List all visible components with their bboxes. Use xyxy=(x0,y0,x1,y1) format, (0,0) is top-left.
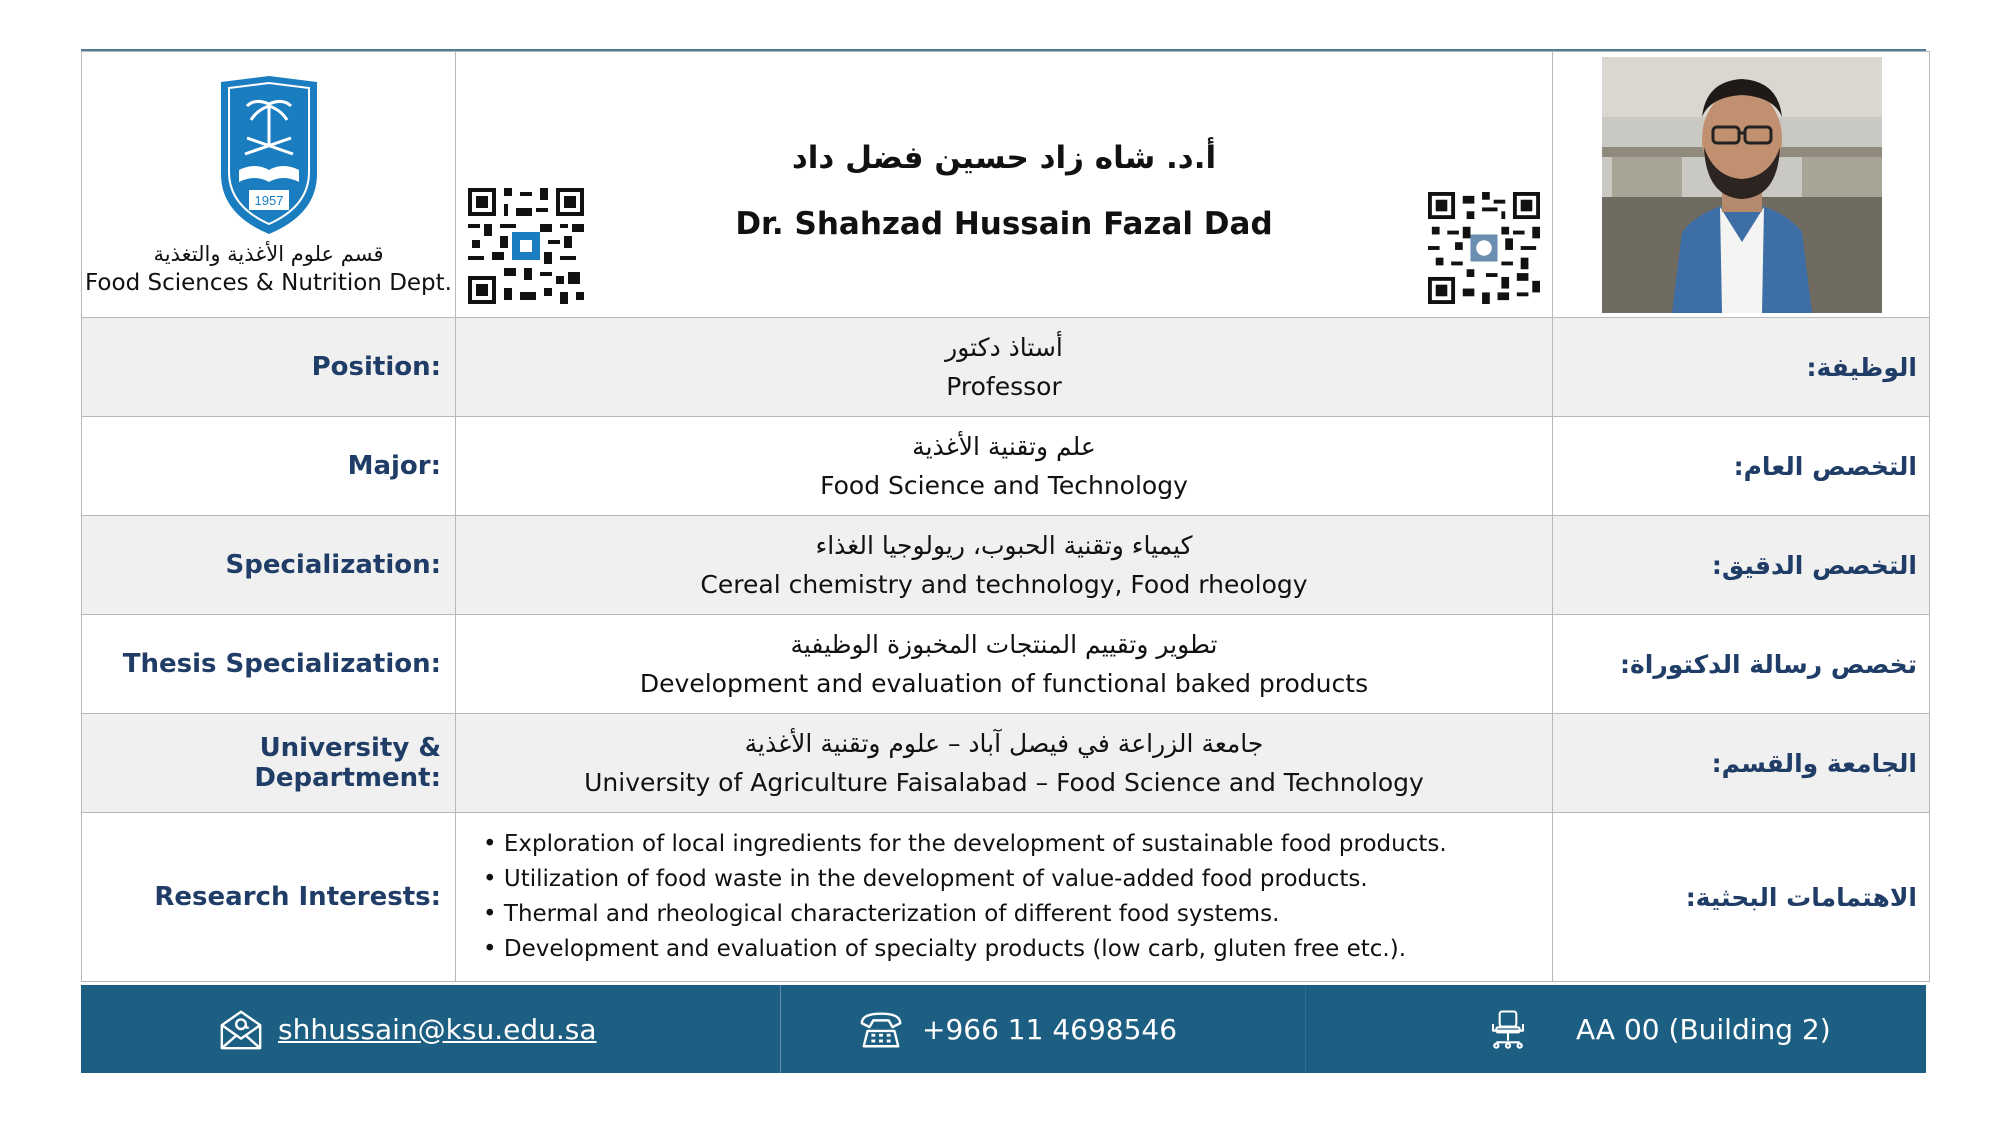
phone-number: +966 11 4698546 xyxy=(922,1012,1178,1046)
phone-icon xyxy=(854,1006,908,1052)
info-row xyxy=(82,516,1930,615)
value-cell xyxy=(456,516,1553,615)
faculty-name-ar: أ.د. شاه زاد حسين فضل داد xyxy=(791,140,1217,176)
research-item: • Utilization of food waste in the development of value-added food products. xyxy=(483,862,1552,897)
label-en: Thesis Specialization: xyxy=(82,615,456,714)
value-cell xyxy=(456,714,1553,813)
value-ar: جامعة الزراعة في فيصل آباد – علوم وتقنية الأغذية xyxy=(744,729,1264,758)
email-segment[interactable] xyxy=(81,985,781,1073)
value-cell xyxy=(456,615,1553,714)
value-ar: تطوير وتقييم المنتجات المخبوزة الوظيفية xyxy=(790,630,1218,659)
ksu-logo xyxy=(215,74,323,236)
info-row xyxy=(82,615,1930,714)
info-row xyxy=(82,318,1930,417)
value-cell xyxy=(456,417,1553,516)
value-ar: كيمياء وتقنية الحبوب، ريولوجيا الغذاء xyxy=(815,531,1193,560)
label-ar: التخصص الدقيق: xyxy=(1553,516,1930,615)
profile-card xyxy=(81,49,1926,982)
label-ar: التخصص العام: xyxy=(1553,417,1930,516)
profile-photo xyxy=(1602,57,1882,313)
research-cell xyxy=(456,813,1553,982)
research-list xyxy=(456,827,1552,967)
info-row xyxy=(82,714,1930,813)
dept-name-ar: قسم علوم الأغذية والتغذية xyxy=(153,241,384,266)
qr-code-right[interactable] xyxy=(1428,192,1540,304)
value-en: Cereal chemistry and technology, Food rheology xyxy=(700,570,1308,599)
value-en: Development and evaluation of functional baked products xyxy=(639,669,1369,698)
value-ar: أستاذ دكتور xyxy=(945,333,1063,362)
office-location: AA 00 (Building 2) xyxy=(1576,1012,1831,1046)
contact-footer xyxy=(81,985,1926,1073)
research-row xyxy=(82,813,1930,982)
email-icon xyxy=(218,1006,264,1052)
label-ar: تخصص رسالة الدكتوراة: xyxy=(1553,615,1930,714)
research-label-en: Research Interests: xyxy=(82,813,456,982)
label-en: Position: xyxy=(82,318,456,417)
research-label-ar: الاهتمامات البحثية: xyxy=(1553,813,1930,982)
research-item: • Exploration of local ingredients for the development of sustainable food products. xyxy=(483,827,1552,862)
office-segment xyxy=(1306,985,1926,1073)
value-en: Professor xyxy=(946,372,1062,401)
value-ar: علم وتقنية الأغذية xyxy=(912,432,1096,461)
header-row xyxy=(82,52,1930,318)
faculty-name-en: Dr. Shahzad Hussain Fazal Dad xyxy=(735,206,1273,242)
label-en: Specialization: xyxy=(82,516,456,615)
svg-text:1957: 1957 xyxy=(254,192,283,208)
logo-cell xyxy=(82,52,456,318)
office-chair-icon xyxy=(1488,1002,1528,1056)
label-ar: الجامعة والقسم: xyxy=(1553,714,1930,813)
label-en: Major: xyxy=(82,417,456,516)
phone-segment xyxy=(781,985,1306,1073)
value-en: Food Science and Technology xyxy=(820,471,1188,500)
dept-name-en: Food Sciences & Nutrition Dept. xyxy=(85,269,452,296)
profile-table xyxy=(81,51,1930,982)
value-en: University of Agriculture Faisalabad – Food Science and Technology xyxy=(584,768,1424,797)
value-cell xyxy=(456,318,1553,417)
email-link[interactable]: shhussain@ksu.edu.sa xyxy=(278,1012,597,1046)
research-item: • Thermal and rheological characterization of different food systems. xyxy=(483,897,1552,932)
photo-cell xyxy=(1553,52,1930,318)
research-item: • Development and evaluation of specialty products (low carb, gluten free etc.). xyxy=(483,932,1552,967)
label-en: University & Department: xyxy=(82,714,456,813)
name-cell xyxy=(456,52,1553,318)
label-ar: الوظيفة: xyxy=(1553,318,1930,417)
info-row xyxy=(82,417,1930,516)
